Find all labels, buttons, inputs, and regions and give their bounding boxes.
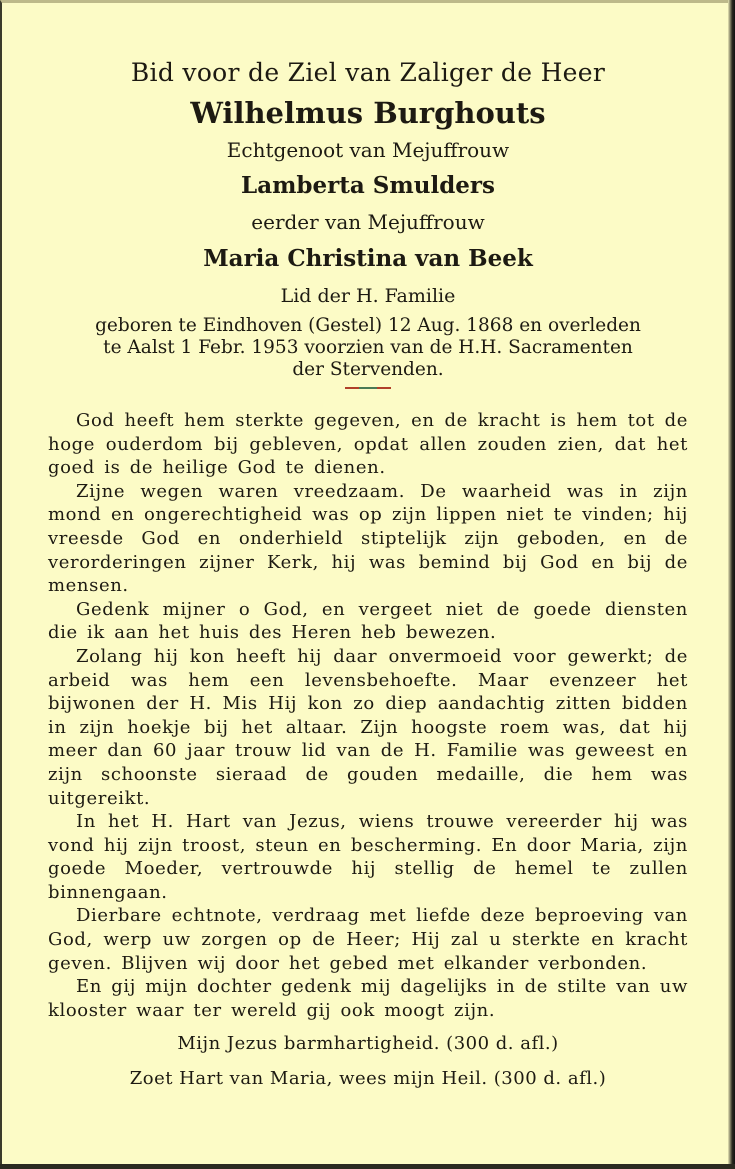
birth-death-dates [48, 315, 688, 381]
paragraph: In het H. Hart van Jezus, wiens trouwe vereerder hij was vond hij zijn troost, steun en bescherming. En door Maria, zijn goede Moeder, vertrouwde hij stellig de hemel te zullen binnengaan. [48, 811, 688, 903]
ornament-divider [345, 387, 391, 389]
text-body [48, 409, 688, 1022]
closing-prayers [48, 1026, 688, 1096]
spouse-intro: Echtgenoot van Mejuffrouw [226, 138, 510, 162]
card-edge-right [728, 0, 735, 1169]
dates-line-3: der Stervenden. [292, 359, 444, 380]
dates-line-2: te Aalst 1 Febr. 1953 voorzien van de H.H. Sacramenten [103, 337, 633, 358]
card-edge-bottom [0, 1164, 735, 1169]
former-spouse-intro: eerder van Mejuffrouw [251, 210, 485, 234]
deceased-name: Wilhelmus Burghouts [190, 96, 546, 130]
prayer-line: Zoet Hart van Maria, wees mijn Heil. (300 d. afl.) [129, 1068, 607, 1090]
paragraph: En gij mijn dochter gedenk mij dagelijks in de stilte van uw klooster waar ter wereld gij ook moogt zijn. [48, 976, 688, 1021]
paragraph: God heeft hem sterkte gegeven, en de kracht is hem tot de hoge ouderdom bij gebleven, opdat allen zouden zien, dat het goed is de heilige God te dienen. [48, 410, 688, 479]
paragraph: Zijne wegen waren vreedzaam. De waarheid was in zijn mond en ongerechtigheid was op zijn lippen niet te vinden; hij vreesde God en onderhield stiptelijk zijn geboden, en de verorderingen zijner Kerk, hij was bemind bij God en bij de mensen. [48, 480, 688, 597]
dates-line-1: geboren te Eindhoven (Gestel) 12 Aug. 1868 en overleden [95, 315, 641, 336]
paragraph: Dierbare echtnote, verdraag met liefde deze beproeving van God, werp uw zorgen op de Heer; Hij zal u sterkte en kracht geven. Blijven wij door het gebed met elkander verbonden. [48, 905, 688, 974]
former-spouse-name: Maria Christina van Beek [203, 245, 533, 272]
card-content [48, 53, 688, 1096]
membership-line: Lid der H. Familie [280, 285, 456, 307]
prayer-line: Mijn Jezus barmhartigheid. (300 d. afl.) [177, 1033, 559, 1055]
paragraph: Zolang hij kon heeft hij daar onvermoeid voor gewerkt; de arbeid was hem een levensbehoefte. Maar evenzeer het bijwonen der H. Mis Hij kon zo diep aandachtig zitten bidden in zijn hoekje bij het altaar. Zijn hoogste roem was, dat hij meer dan 60 jaar trouw lid van de H. Familie was geweest en zijn schoonste sieraad de gouden medaille, die hem was uitgereikt. [48, 645, 688, 809]
paragraph: Gedenk mijner o God, en vergeet niet de goede diensten die ik aan het huis des Heren heb bewezen. [48, 598, 688, 644]
spouse-name: Lamberta Smulders [241, 172, 495, 199]
prayer-header: Bid voor de Ziel van Zaliger de Heer [130, 58, 606, 87]
